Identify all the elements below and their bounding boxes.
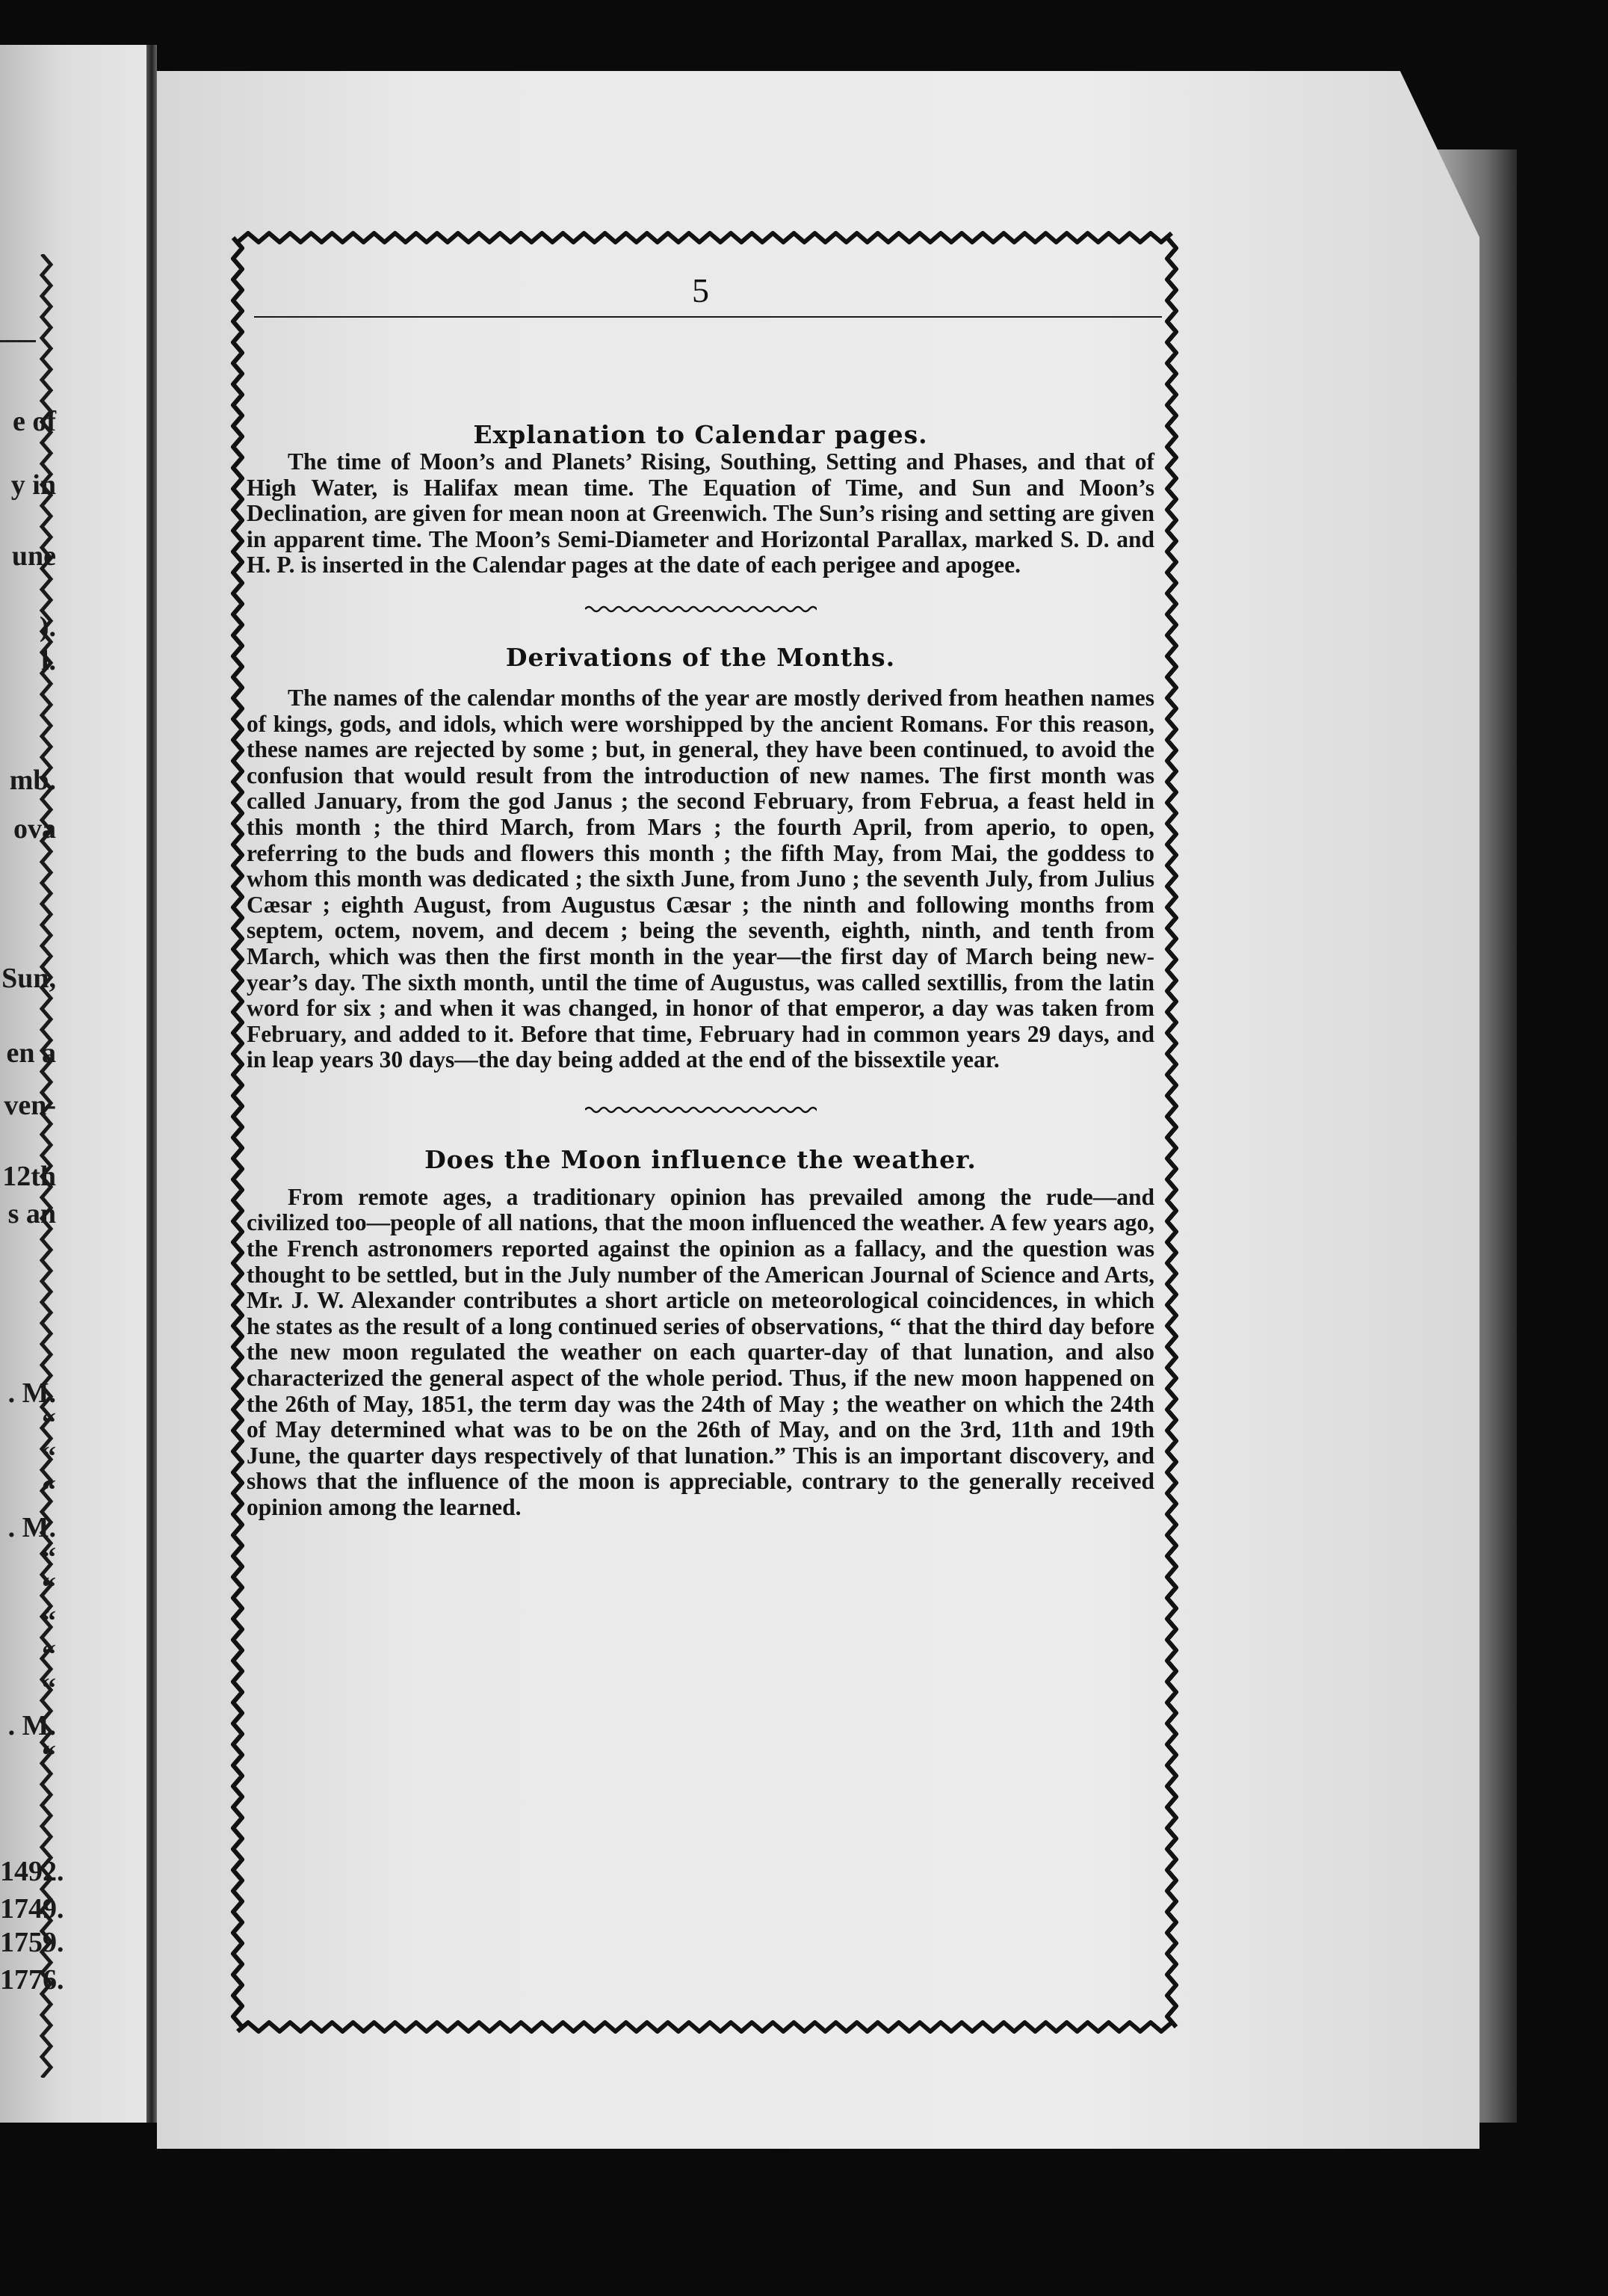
left-page-fragment: e of [12,406,56,437]
left-page-fragment: mb. [9,765,56,796]
left-page-fragment: une [11,540,56,572]
left-page-fragment: “ [42,1605,56,1637]
page-number: 5 [692,271,709,309]
section-title: Does the Moon influence the weather. [424,1144,977,1174]
left-page-fragment: 1759. [0,1927,64,1958]
section-body: The names of the calendar months of the year are mostly derived from heathen names of kings, gods, and idols, which were worshipped by the ancient Romans. For this reason, these names are rejected by some ; but, in general, they have been continued, to avoid the confusion that would result from the introduction of new names. The first month was called January, from the god Janus ; the second February, from Februa, a feast held in this month ; the third March, from Mars ; the fourth April, from aperio, to open, referring to the buds and flowers this month ; the fifth May, from Mai, the goddess to whom this month was dedicated ; the sixth June, from Juno ; the seventh July, from Julius Cæsar ; eighth August, from Augustus Cæsar ; the ninth and following months from septem, octem, novem, and decem ; being the seventh, eighth, ninth, and tenth from March, which was then the first month in the year—the first day of March being new-year’s day. The sixth month, until the time of Augustus, was called sextillis, from the latin word for six ; and when it was changed, in honor of that emperor, a day was taken from February, and added to it. Before that time, February had in common years 29 days, and in leap years 30 days—the day being added at the end of the bissextile year. [247,684,1154,1073]
left-page-fragment: “ [42,1639,56,1670]
page-content [247,247,1154,1521]
left-page-fragment: . M. [7,1377,56,1409]
left-page-fragment: y in [10,469,56,501]
section-body: The time of Moon’s and Planets’ Rising, Southing, Setting and Phases, and that of High Water, is Halifax mean time. The Equation of Time, and Sun and Moon’s Declination, are given for mean noon at Greenwich. The Sun’s rising and setting are given in apparent time. The Moon’s Semi-Diameter and Horizontal Parallax, marked S. D. and H. P. is inserted in the Calendar pages at the date of each perigee and apogee. [247,448,1154,578]
left-page-fragment: “ [42,1740,56,1771]
left-page-fragment: “ [42,1441,56,1472]
section-body: From remote ages, a traditionary opinion has prevailed among the rude—and civilized too—people of all nations, that the moon influenced the weather. A few years ago, the French astronomers reported against the opinion as a fallacy, and the question was thought to be settled, but in the July number of the American Journal of Science and Arts, Mr. J. W. Alexander contributes a short article on meteorological coincidences, in which he states as the result of a long continued series of observations, “ that the third day before the new moon regulated the weather on each quarter-day of that lunation, and also characterized the general aspect of the whole period. Thus, if the new moon happened on the 26th of May, 1851, the term day was the 24th of May ; the weather on which the 24th of May determined what was to be on the 26th of May, and on the 3rd, 11th and 19th June, the quarter days respectively of that lunation.” This is an important discovery, and shows that the influence of the moon is appreciable, contrary to the generally received opinion among the learned. [247,1183,1154,1520]
wavy-divider [585,604,817,614]
left-page-fragment: ). [39,611,56,643]
left-page-fragment: ven- [4,1090,56,1121]
left-page-fragment: 1776. [0,1964,64,1996]
wavy-divider [585,1105,817,1115]
left-page-fragment: “ [42,1673,56,1704]
section-title: Derivations of the Months. [505,642,896,672]
left-page-fragment: “ [42,1475,56,1506]
left-page-fragment: “ [42,1407,56,1439]
left-page-fragment: ova [13,813,56,845]
left-page-fragment: . M. [7,1512,56,1543]
left-page-fragment: s an [7,1198,56,1229]
left-page-fragment: Sun, [1,963,56,994]
left-page-fragment: 1749. [0,1893,64,1925]
left-page-fragment: en a [6,1037,56,1069]
left-page-fragment: 12th [2,1161,56,1192]
left-page-fragment: . M. [7,1710,56,1741]
left-page-fragment: “ [42,1572,56,1603]
section-title: Explanation to Calendar pages. [473,420,928,449]
left-page-fragment: “ [42,1542,56,1573]
left-page-fragment: l. [40,645,56,676]
left-page-fragment: 1492. [0,1856,64,1887]
